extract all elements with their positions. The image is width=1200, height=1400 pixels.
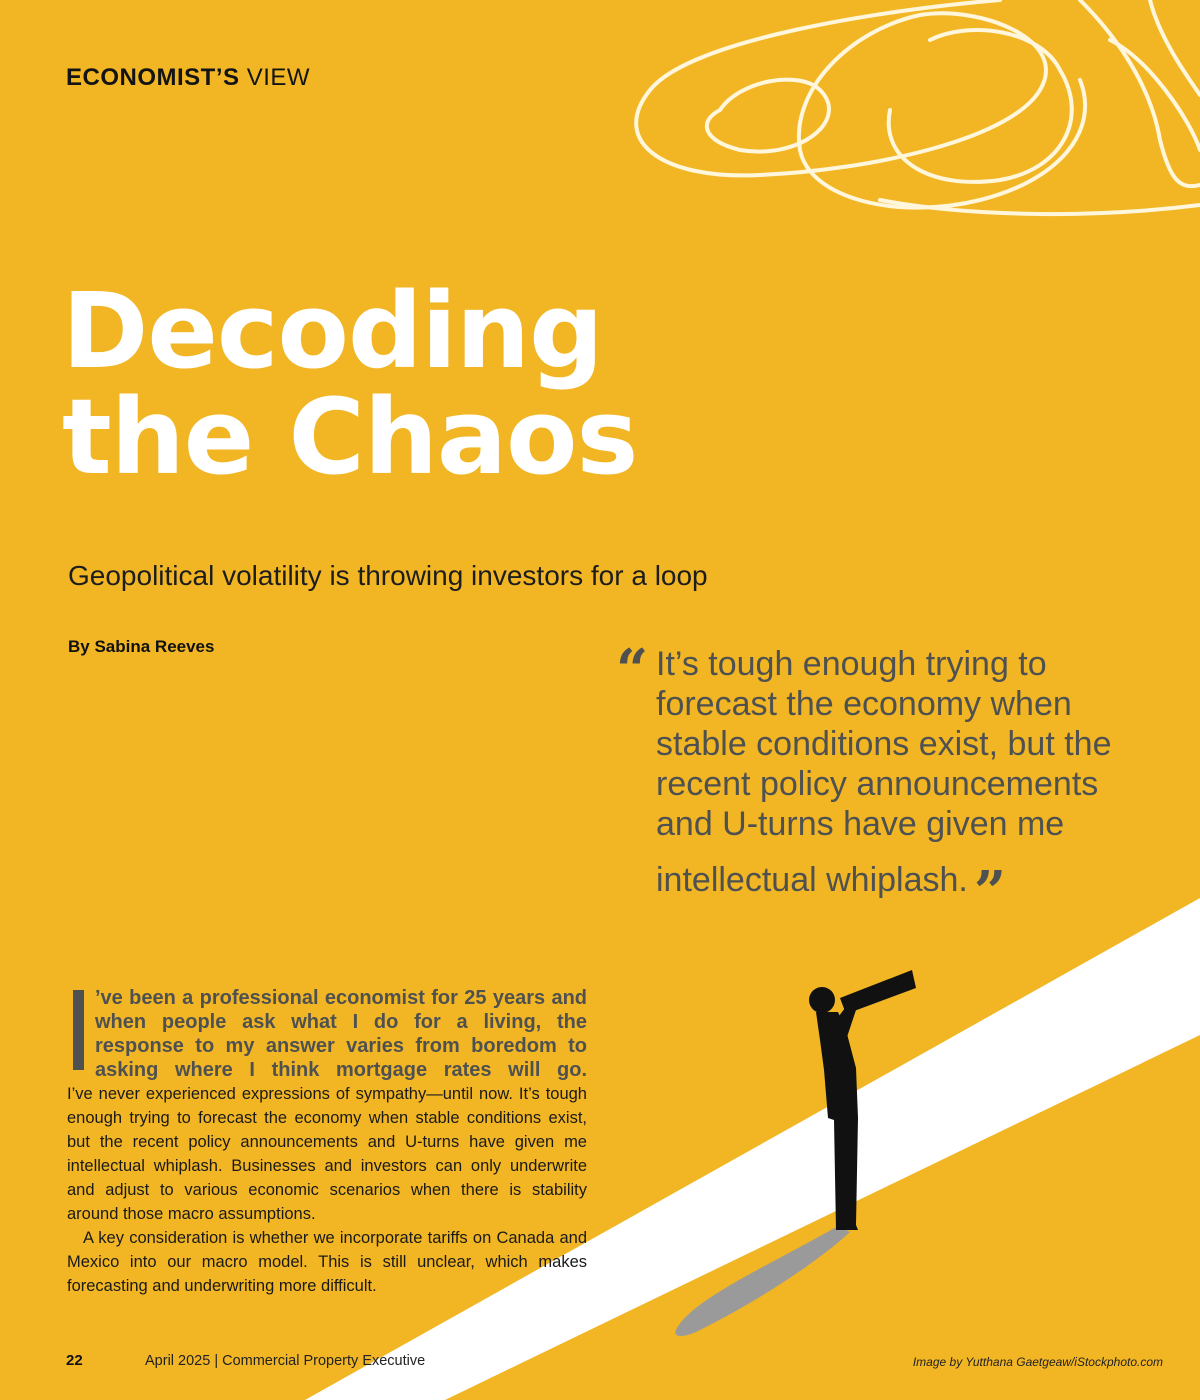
title-line-1: Decoding: [62, 270, 603, 392]
article-title: [62, 270, 638, 498]
scribble-illustration: [636, 0, 1200, 214]
article-body: [67, 986, 587, 1298]
body-paragraph-2: A key consideration is whether we incorporate tariffs on Canada and Mexico into our macro model. This is still unclear, which makes forecasting and underwriting more difficult.: [67, 1229, 587, 1295]
image-credit: Image by Yutthana Gaetgeaw/iStockphoto.com: [912, 1355, 1163, 1369]
byline: By Sabina Reeves: [68, 637, 215, 656]
body-paragraph-1: I’ve never experienced expressions of sympathy—until now. It’s tough enough trying to forecast the economy when stable conditions exist, but the recent policy announcements and U-turns have given me intellectual whiplash. Businesses and investors can only underwrite and adjust to various economic scenarios when there is stability around those macro assumptions.: [67, 1085, 587, 1223]
page-number: 22: [66, 1352, 83, 1369]
pull-quote-text: It’s tough enough trying to forecast the economy when stable conditions exist, but the recent policy announcements and U-turns have given me intellectual whiplash.: [656, 645, 1112, 899]
section-label-bold: ECONOMIST’S: [66, 64, 240, 91]
section-label: [66, 64, 310, 92]
issue-info: April 2025 | Commercial Property Executive: [145, 1353, 426, 1369]
lead-paragraph: ’ve been a professional economist for 25 years and when people ask what I do for a living, the response to my answer varies from boredom to asking where I think mortgage rates will go.: [95, 987, 587, 1081]
article-subtitle: Geopolitical volatility is throwing investors for a loop: [68, 560, 708, 591]
pull-quote: [616, 637, 1156, 925]
section-label-light: VIEW: [246, 64, 311, 91]
close-quote-icon: ”: [973, 859, 1007, 925]
open-quote-icon: “: [616, 637, 649, 703]
title-line-2: the Chaos: [62, 376, 638, 498]
